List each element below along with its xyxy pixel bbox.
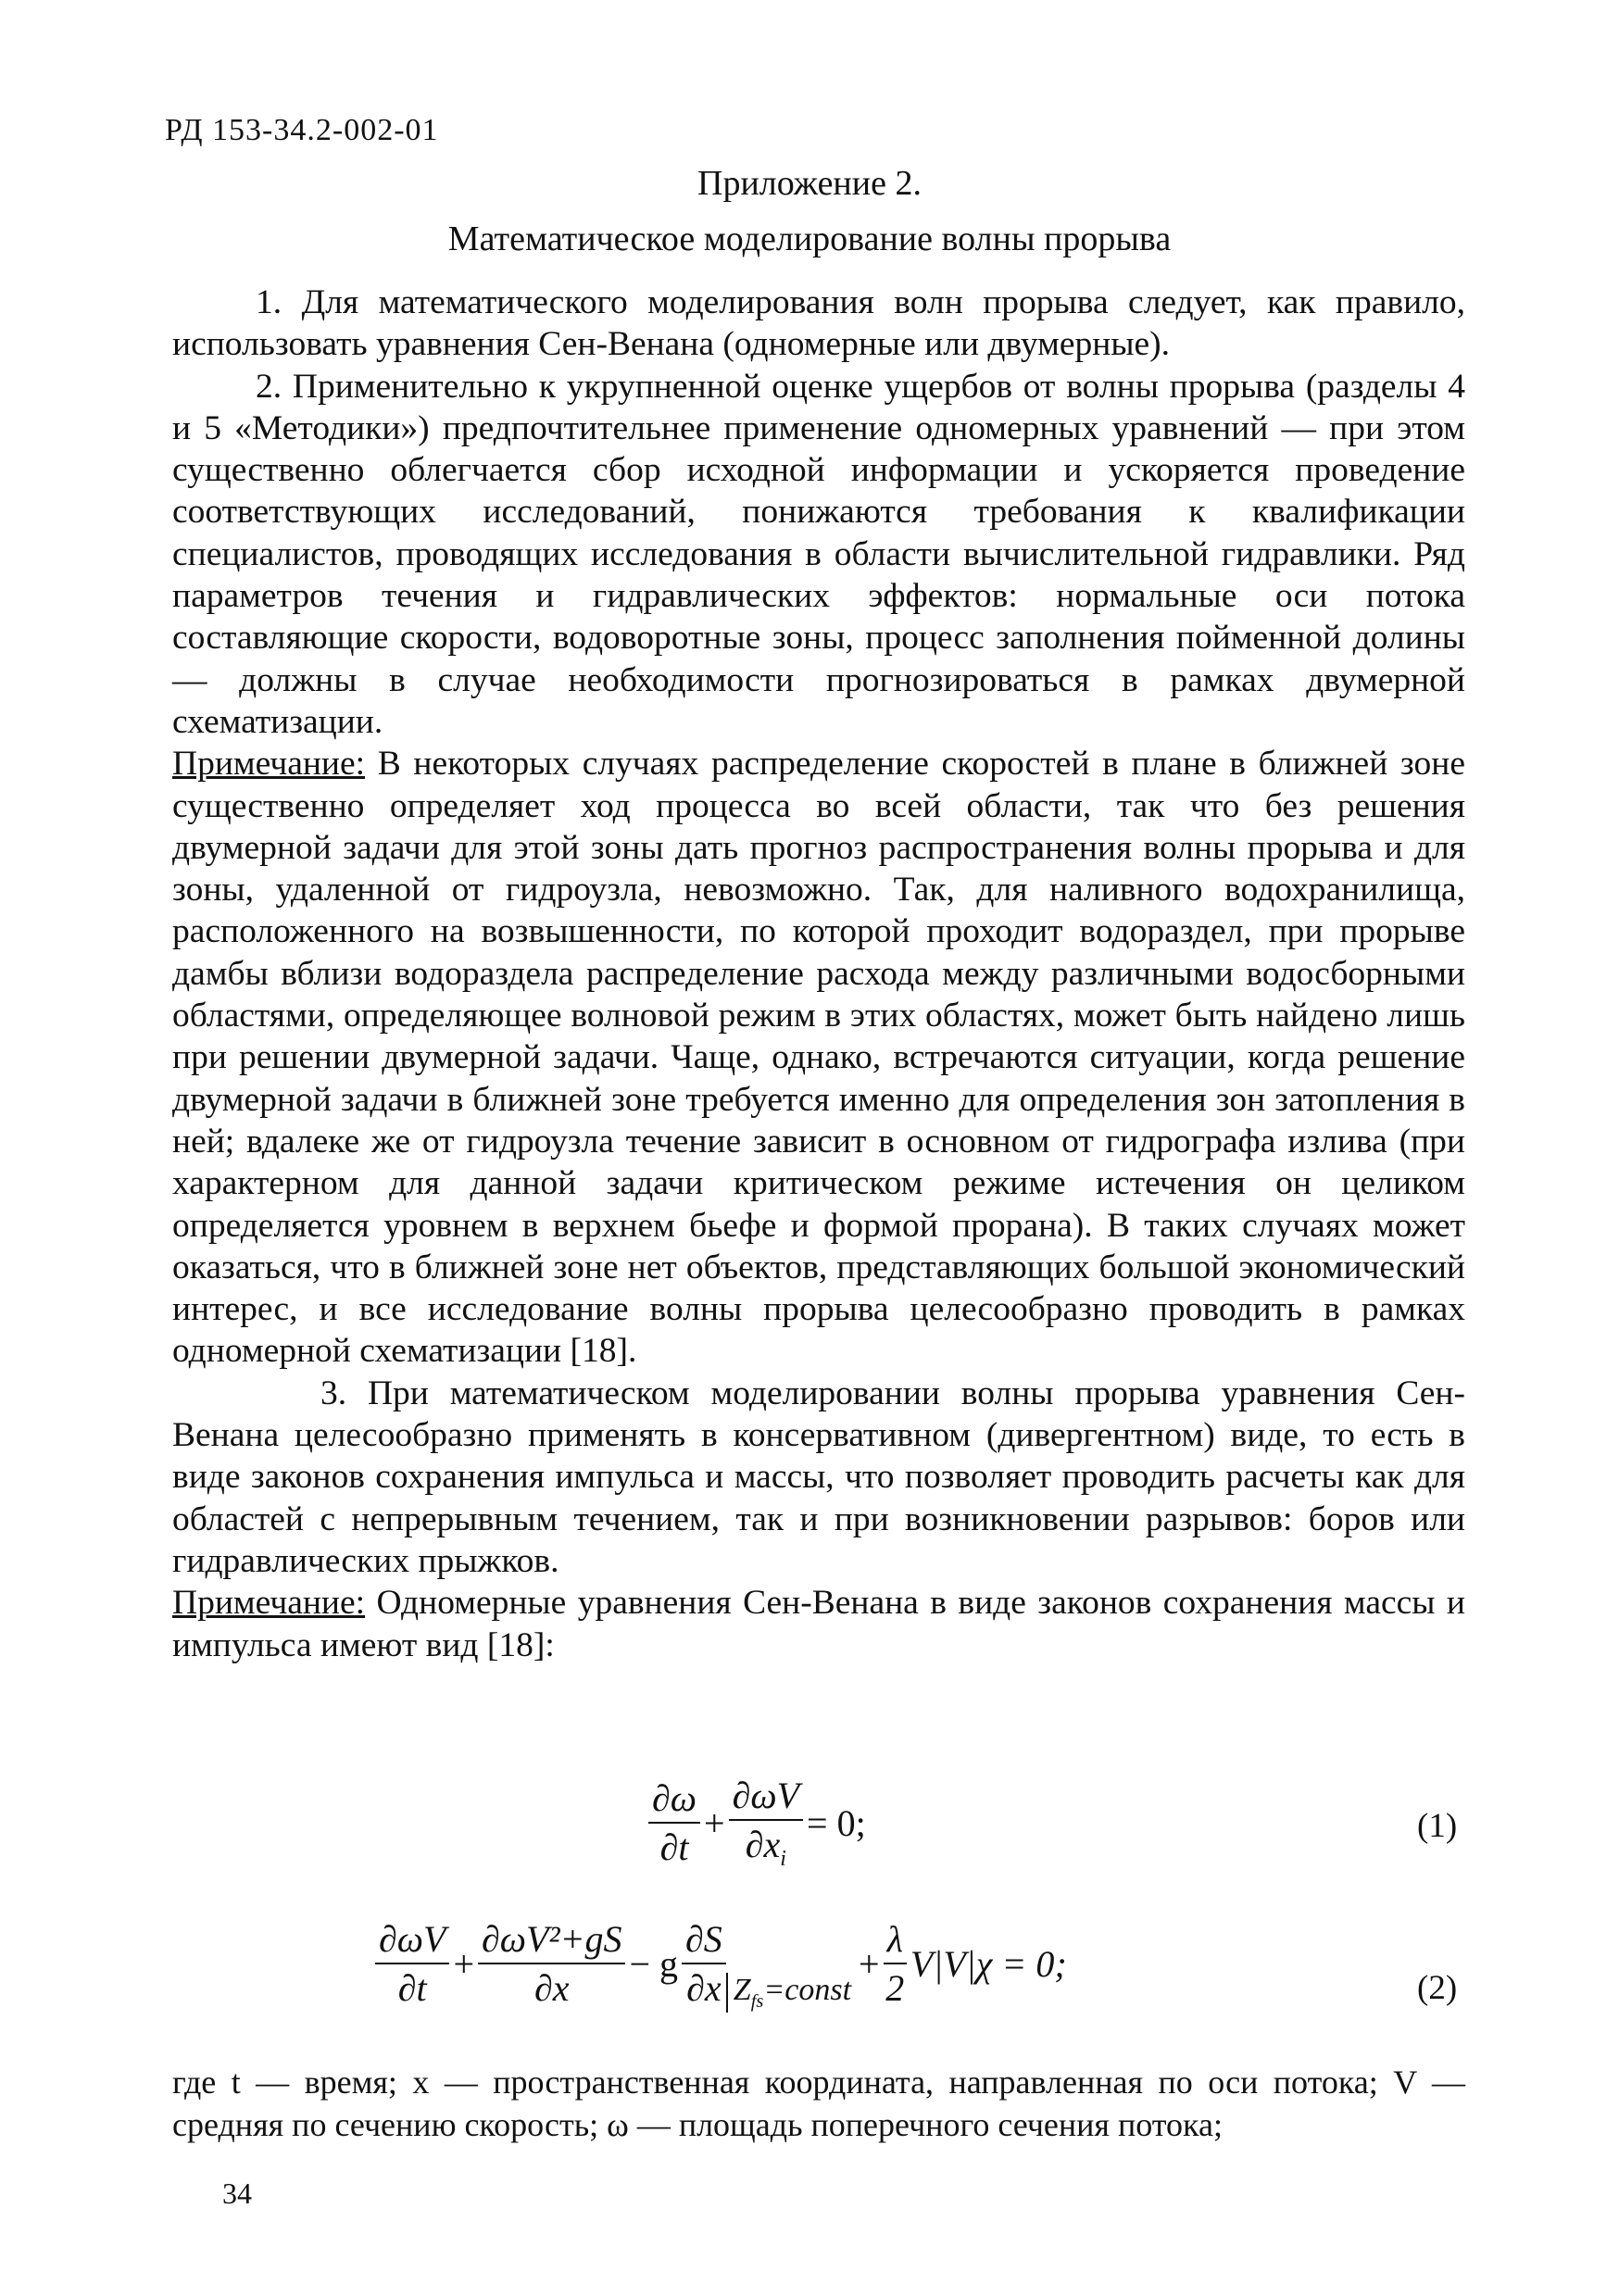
eq2-denominator-3: ∂x xyxy=(686,1967,722,2009)
paragraph-3: 3. При математическом моделировании волны прорыва уравнения Сен-Венана целесообразно применять в консервативном (дивергентном) виде, то есть в виде законов сохранения импульса и массы, что позволяет проводить расчеты как для областей с непрерывным течением, так и при возникновении разрывов: боров или гидравлических прыжков. xyxy=(172,1374,1465,1580)
eq1-denominator-1: ∂t xyxy=(659,1826,689,1868)
eq2-fraction-1 xyxy=(375,1917,449,2010)
equation-2 xyxy=(375,1917,1071,2013)
eq2-denominator-2: ∂x xyxy=(533,1967,570,2009)
eq1-tail: = 0; xyxy=(807,1801,866,1844)
note-2 xyxy=(172,1582,1465,1666)
paragraph-1: 1. Для математического моделирования волн прорыва следует, как правило, использовать уравнения Сен-Венана (одномерные или двумерные). xyxy=(172,283,1465,364)
equation-1 xyxy=(648,1774,870,1872)
eq1-plus: + xyxy=(704,1801,725,1844)
eq1-fraction-1 xyxy=(648,1776,700,1869)
eq2-minus-g: − g xyxy=(629,1942,679,1985)
eq2-cond-tail: =const xyxy=(763,1973,852,2008)
note-1-label: Примечание: xyxy=(172,745,366,784)
eq2-denominator-4: 2 xyxy=(885,1967,905,2009)
body-text xyxy=(172,282,1465,1666)
appendix-heading: Приложение 2. xyxy=(697,164,922,203)
paragraph-2: 2. Применительно к укрупненной оценке ущербов от волны прорыва (разделы 4 и 5 «Методики») предпочтительнее применение одномерных уравнений — при этом существенно облегчается сбор исходной информации и ускоряется проведение соответствующих исследований, понижаются требования к квалификации специалистов, проводящих исследования в области вычислительной гидравлики. Ряд параметров течения и гидравлических эффектов: нормальные оси потока составляющие скорости, водоворотные зоны, процесс заполнения пойменной долины — должны в случае необходимости прогнозироваться в рамках двумерной схематизации. xyxy=(172,367,1465,741)
variable-definitions-text: где t — время; x — пространственная координата, направленная по оси потока; V — средняя по сечению скорость; ω — площадь поперечного сечения потока; xyxy=(172,2064,1465,2143)
eq2-cond-sub: fs xyxy=(750,1990,764,2012)
variable-definitions xyxy=(172,2061,1465,2146)
eq2-cond-main: Z xyxy=(733,1973,751,2008)
eq2-numerator-1: ∂ωV xyxy=(375,1917,449,1964)
eq2-plus-2: + xyxy=(859,1942,880,1985)
eq1-den2-main: ∂x xyxy=(745,1824,781,1865)
eq2-plus-1: + xyxy=(453,1942,475,1985)
note-1 xyxy=(172,743,1465,1372)
eq2-fraction-2 xyxy=(478,1917,625,2010)
eq1-numerator-2: ∂ωV xyxy=(729,1774,803,1821)
note-2-label: Примечание: xyxy=(172,1584,366,1623)
eq2-numerator-3: ∂S xyxy=(682,1917,726,1964)
page-number: 34 xyxy=(222,2177,252,2210)
section-title: Математическое моделирование волны прорыва xyxy=(447,220,1172,258)
eq2-numerator-2: ∂ωV²+gS xyxy=(478,1917,625,1964)
eq2-tail: V|V|χ = 0; xyxy=(910,1942,1067,1985)
eq2-fraction-4 xyxy=(884,1917,907,2010)
eq2-denominator-1: ∂t xyxy=(397,1967,427,2009)
eq1-den2-sub: i xyxy=(780,1847,786,1871)
eq2-condition xyxy=(726,1973,855,2013)
eq1-fraction-2 xyxy=(729,1774,803,1872)
eq1-numerator-1: ∂ω xyxy=(648,1776,700,1824)
equation-2-number: (2) xyxy=(1417,1969,1458,2007)
eq2-numerator-4: λ xyxy=(884,1917,907,1964)
equation-1-number: (1) xyxy=(1417,1807,1458,1845)
note-1-text: В некоторых случаях распределение скоростей в плане в ближней зоне существенно определяет ход процесса во всей области, так что без решения двумерной задачи для этой зоны дать прогноз распространения волны прорыва и для зоны, удаленной от гидроузла, невозможно. Так, для наливного водохранилища, расположенного на возвышенности, по которой проходит водораздел, при прорыве дамбы вблизи водораздела распределение расхода между различными водосборными областями, определяющее волновой режим в этих областях, может быть найдено лишь при решении двумерной задачи. Чаще, однако, встречаются ситуации, когда решение двумерной задачи в ближней зоне требуется именно для определения зон затопления в ней; вдалеке же от гидроузла течение зависит в основном от гидрографа излива (при характерном для данной задачи критическом режиме истечения он целиком определяется уровнем в верхнем бьефе и формой прорана). В таких случаях может оказаться, что в ближней зоне нет объектов, представляющих большой экономический интерес, и все исследование волны прорыва целесообразно проводить в рамках одномерной схематизации [18]. xyxy=(172,745,1465,1371)
note-2-text: Одномерные уравнения Сен-Венана в виде законов сохранения массы и импульса имеют вид [18]: xyxy=(172,1584,1465,1664)
eq2-fraction-3 xyxy=(682,1917,726,2010)
eq1-denominator-2 xyxy=(729,1821,803,1872)
document-code: РД 153-34.2-002-01 xyxy=(165,113,439,147)
